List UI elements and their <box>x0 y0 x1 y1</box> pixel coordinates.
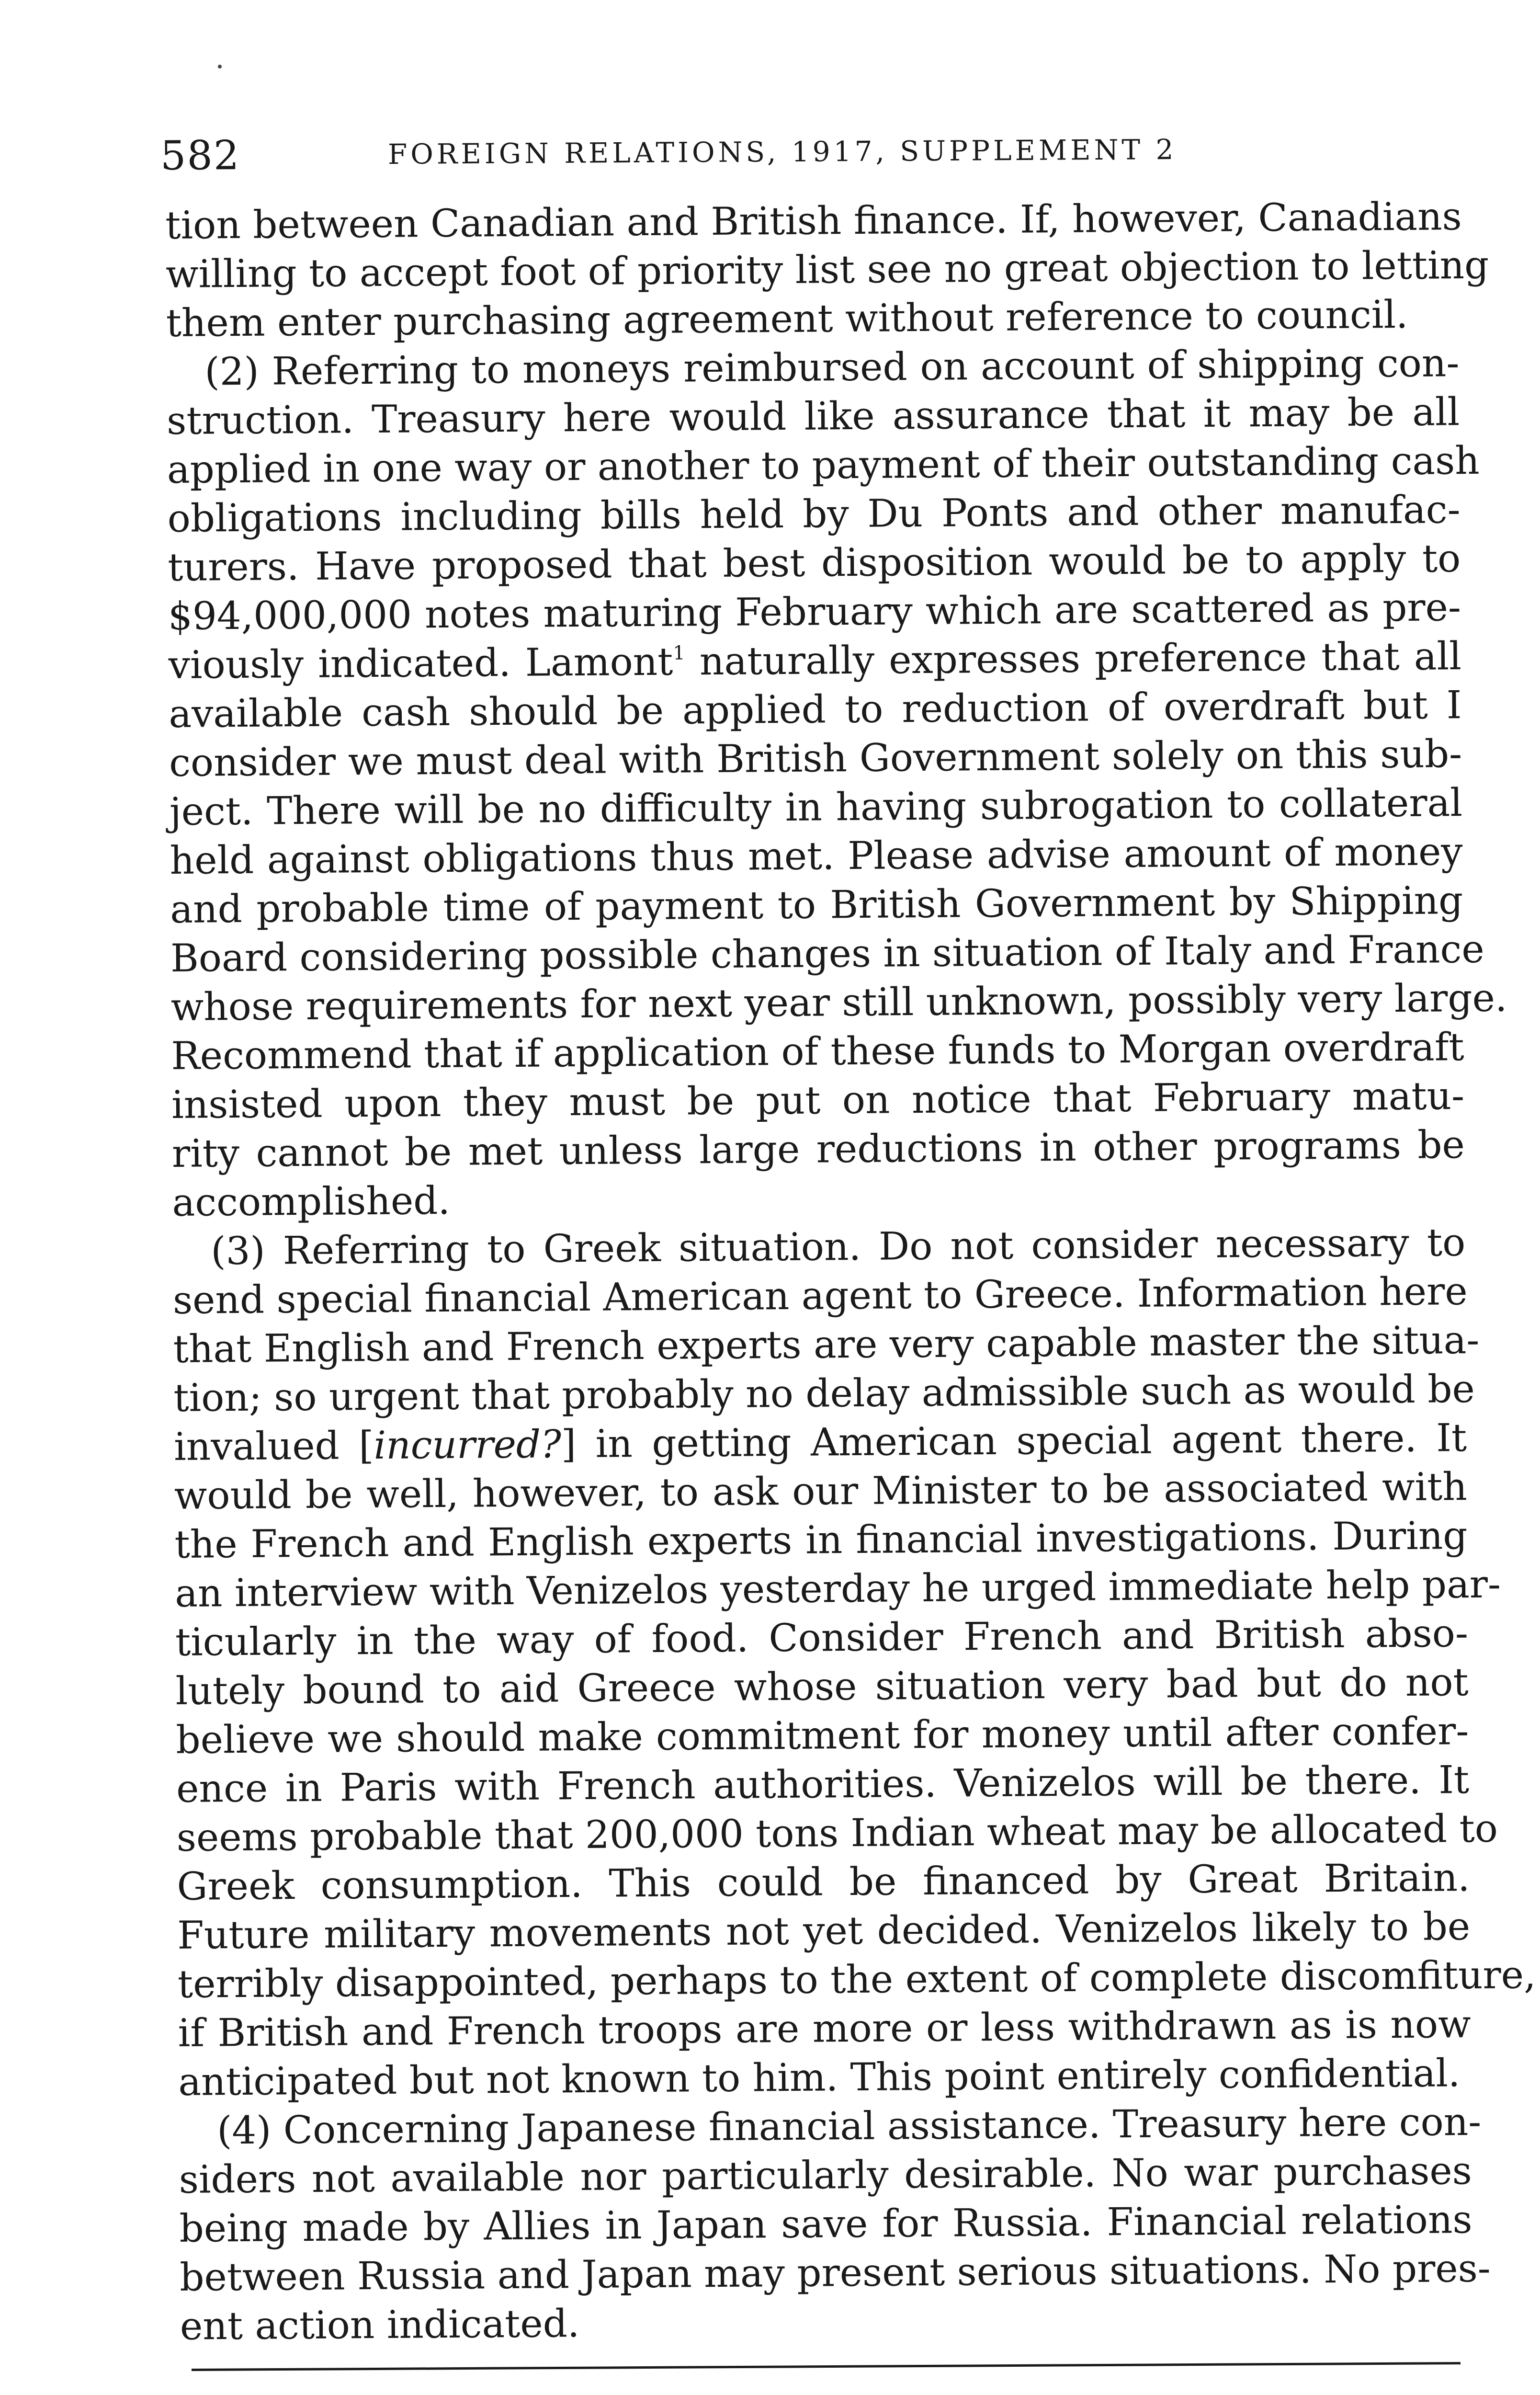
paragraph-4-start: (4) Concerning Japanese financial assistance. Treasury here con- <box>216 2099 1482 2153</box>
text-line: whose requirements for next year still unknown, possibly very large. <box>170 975 1507 1029</box>
text-line: send special financial American agent to Greece. Information here <box>172 1269 1468 1323</box>
text-line: ticularly in the way of food. Consider French and British abso- <box>175 1611 1469 1665</box>
text-line: viously indicated. Lamont$^1$ naturally expresses preference that all <box>168 634 1462 687</box>
footnote-reference: 1 <box>673 642 685 664</box>
page-number: 582 <box>160 131 240 179</box>
text-line: them enter purchasing agreement without reference to council. <box>166 292 1408 345</box>
text-line: available cash should be applied to reduction of overdraft but I <box>169 683 1462 736</box>
text-line: between Russia and Japan may present serious situations. No pres- <box>179 2246 1491 2300</box>
text-line: lutely bound to aid Greece whose situation very bad but do not <box>175 1660 1469 1713</box>
speck-mark <box>218 65 222 68</box>
text-line: obligations including bills held by Du Ponts and other manufac- <box>167 487 1461 541</box>
text-line: if British and French troops are more or less withdrawn as is now <box>178 2002 1471 2055</box>
text-line: applied in one way or another to payment of their outstanding cash <box>167 438 1480 492</box>
text-line: that English and French experts are very capable master the situa- <box>173 1317 1480 1371</box>
text-line: ent action indicated. <box>180 2301 580 2349</box>
text-line: tion; so urgent that probably no delay admissible such as would be <box>173 1366 1475 1420</box>
text-line: being made by Allies in Japan save for Russia. Financial relations <box>179 2197 1472 2251</box>
body-text <box>165 192 1536 2351</box>
editorial-insertion: incurred? <box>374 1422 562 1468</box>
text-line: Recommend that if application of these funds to Morgan overdraft <box>171 1025 1464 1078</box>
text-line: accomplished. <box>172 1178 451 1225</box>
text-line: Greek consumption. This could be financed by Great Britain. <box>177 1855 1470 1909</box>
text-line: and probable time of payment to British Government by Shipping <box>170 878 1463 932</box>
text-line: Future military movements not yet decided. Venizelos likely to be <box>177 1904 1471 1958</box>
text-line: turers. Have proposed that best disposition would be to apply to <box>168 536 1461 590</box>
text-line: willing to accept foot of priority list see no great objection to letting <box>165 242 1489 297</box>
text-line: invalued [incurred?] in getting American special agent there. It <box>173 1415 1467 1469</box>
text-line: ence in Paris with French authorities. Venizelos will be there. It <box>176 1757 1470 1811</box>
text-line: seems probable that 200,000 tons Indian wheat may be allocated to <box>176 1806 1498 1860</box>
text-line: an interview with Venizelos yesterday he urged immediate help par- <box>174 1562 1501 1616</box>
text-line: struction. Treasury here would like assurance that it may be all <box>166 389 1460 443</box>
text-line: siders not available nor particularly desirable. No war purchases <box>179 2148 1472 2202</box>
text-line: tion between Canadian and British finance. If, however, Canadians <box>165 194 1462 248</box>
footnote-divider <box>192 2362 1461 2371</box>
text-line: would be well, however, to ask our Minister to be associated with <box>174 1464 1468 1518</box>
text-line: held against obligations thus met. Please advise amount of money <box>170 829 1463 883</box>
text-line: ject. There will be no difficulty in having subrogation to collateral <box>169 780 1463 834</box>
running-head: FOREIGN RELATIONS, 1917, SUPPLEMENT 2 <box>387 133 1177 171</box>
text-line: Board considering possible changes in situation of Italy and France <box>170 926 1484 981</box>
text-line: rity cannot be met unless large reductions in other programs be <box>171 1122 1465 1176</box>
text-line: believe we should make commitment for money until after confer- <box>176 1709 1469 1762</box>
text-line: the French and English experts in financial investigations. During <box>174 1513 1468 1567</box>
text-line: $94,000,000 notes maturing February which are scattered as pre- <box>168 585 1461 639</box>
page-header <box>160 122 1454 182</box>
paragraph-3-start: (3) Referring to Greek situation. Do not consider necessary to <box>210 1220 1466 1274</box>
paragraph-2-start: (2) Referring to moneys reimbursed on account of shipping con- <box>204 341 1460 394</box>
text-line: anticipated but not known to him. This point entirely confidential. <box>178 2051 1461 2104</box>
text-line: insisted upon they must be put on notice that February matu- <box>171 1073 1465 1127</box>
text-line: terribly disappointed, perhaps to the extent of complete discomfiture, <box>177 1952 1536 2007</box>
text-line: consider we must deal with British Government solely on this sub- <box>169 731 1462 785</box>
